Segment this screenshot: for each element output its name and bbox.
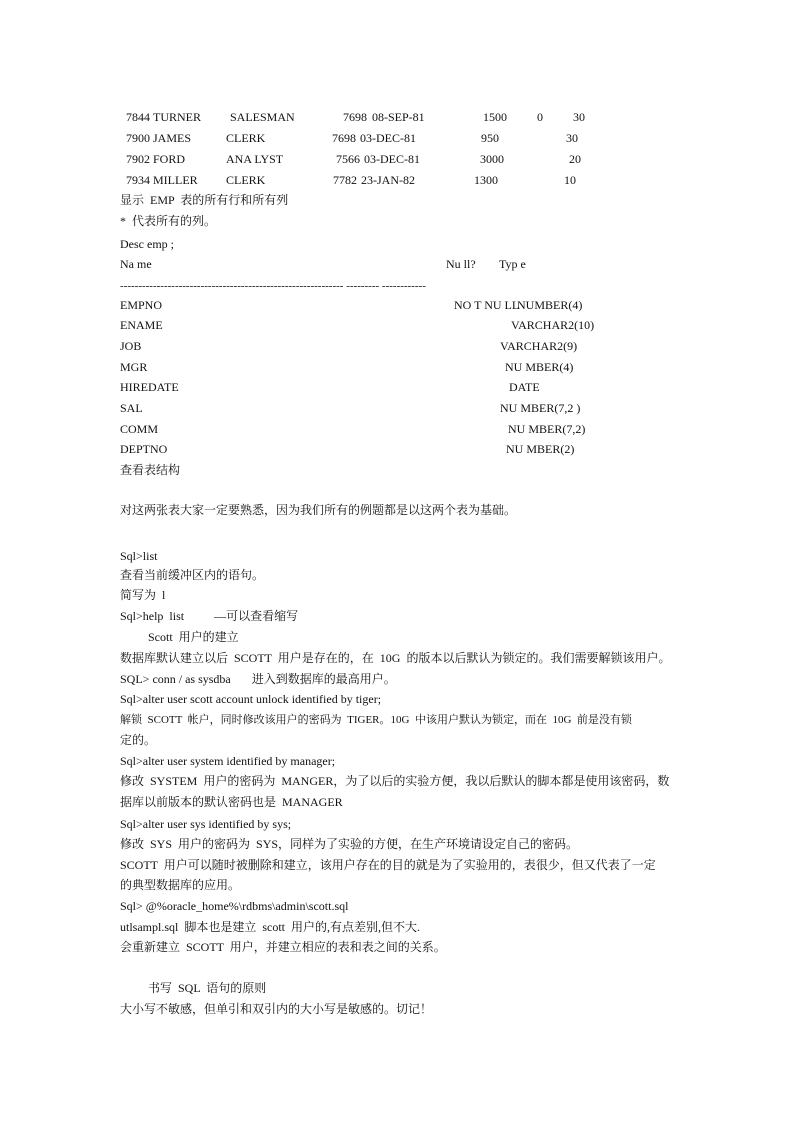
column-type: NU MBER(7,2 ) bbox=[500, 401, 581, 415]
cell-hiredate: 23-JAN-82 bbox=[361, 173, 415, 187]
cell-hiredate: 08-SEP-81 bbox=[372, 110, 425, 124]
cell-ename: FORD bbox=[153, 152, 186, 166]
cell-deptno: 10 bbox=[564, 173, 576, 187]
command-line: Sql>alter user system identified by manager; bbox=[120, 754, 336, 768]
paragraph: 查看表结构 bbox=[120, 463, 181, 477]
command-line: Sql>list bbox=[120, 549, 158, 563]
cell-job: CLERK bbox=[226, 131, 266, 145]
divider: ------------------------------------------------------------- --------- ------------ bbox=[120, 280, 426, 292]
command-line: Desc emp ; bbox=[120, 237, 174, 251]
cell-ename: MILLER bbox=[153, 173, 198, 187]
column-type: NUMBER(4) bbox=[517, 298, 583, 312]
cell-mgr: 7566 bbox=[336, 152, 360, 166]
header-type: Typ e bbox=[499, 257, 526, 271]
command-line: SQL> conn / as sysdba 进入到数据库的最高用户。 bbox=[120, 672, 396, 686]
column-name: JOB bbox=[120, 339, 142, 353]
column-name: HIREDATE bbox=[120, 380, 179, 394]
paragraph: 数据库默认建立以后 SCOTT 用户是存在的，在 10G 的版本以后默认为锁定的。我们需要解锁该用户。 bbox=[120, 651, 671, 665]
cell-ename: TURNER bbox=[153, 110, 201, 124]
paragraph: utlsampl.sql 脚本也是建立 scott 用户的,有点差别,但不大. bbox=[120, 920, 421, 934]
column-name: DEPTNO bbox=[120, 442, 168, 456]
cell-deptno: 30 bbox=[573, 110, 585, 124]
cell-comm: 0 bbox=[537, 110, 543, 124]
paragraph: 查看当前缓冲区内的语句。 bbox=[120, 568, 265, 582]
section-heading: Scott 用户的建立 bbox=[148, 630, 239, 644]
column-type: VARCHAR2(10) bbox=[511, 318, 595, 332]
paragraph: 的典型数据库的应用。 bbox=[120, 878, 241, 892]
cell-mgr: 7782 bbox=[333, 173, 357, 187]
paragraph: 修改 SYSTEM 用户的密码为 MANGER，为了以后的实验方便，我以后默认的脚本都是使用该密码，数 bbox=[120, 774, 670, 788]
cell-deptno: 20 bbox=[569, 152, 581, 166]
column-name: MGR bbox=[120, 360, 148, 374]
paragraph: 显示 EMP 表的所有行和所有列 bbox=[120, 193, 289, 207]
cell-sal: 1300 bbox=[474, 173, 498, 187]
paragraph: SCOTT 用户可以随时被删除和建立，该用户存在的目的就是为了实验用的，表很少，但又代表了一定 bbox=[120, 858, 656, 872]
cell-empno: 7900 bbox=[126, 131, 150, 145]
cell-hiredate: 03-DEC-81 bbox=[360, 131, 416, 145]
paragraph: 会重新建立 SCOTT 用户，并建立相应的表和表之间的关系。 bbox=[120, 940, 446, 954]
paragraph: 大小写不敏感，但单引和双引内的大小写是敏感的。切记！ bbox=[120, 1002, 433, 1016]
column-type: NU MBER(4) bbox=[505, 360, 574, 374]
paragraph: 据库以前版本的默认密码也是 MANAGER bbox=[120, 795, 343, 809]
cell-job: CLERK bbox=[226, 173, 266, 187]
paragraph: 简写为 l bbox=[120, 588, 166, 602]
cell-empno: 7902 bbox=[126, 152, 150, 166]
cell-empno: 7844 bbox=[126, 110, 150, 124]
section-heading: 书写 SQL 语句的原则 bbox=[148, 981, 267, 995]
paragraph: 定的。 bbox=[120, 733, 157, 747]
cell-ename: JAMES bbox=[153, 131, 192, 145]
cell-empno: 7934 bbox=[126, 173, 150, 187]
column-type: DATE bbox=[509, 380, 540, 394]
column-name: EMPNO bbox=[120, 298, 163, 312]
cell-sal: 3000 bbox=[480, 152, 504, 166]
column-name: ENAME bbox=[120, 318, 163, 332]
column-name: SAL bbox=[120, 401, 143, 415]
cell-mgr: 7698 bbox=[332, 131, 356, 145]
cell-job: SALESMAN bbox=[230, 110, 295, 124]
header-null: Nu ll? bbox=[446, 257, 476, 271]
paragraph: 修改 SYS 用户的密码为 SYS，同样为了实验的方便，在生产环境请设定自己的密码。 bbox=[120, 837, 579, 851]
cell-deptno: 30 bbox=[566, 131, 578, 145]
paragraph: 解锁 SCOTT 帐户，同时修改该用户的密码为 TIGER。10G 中该用户默认为锁定，而在 10G 前是没有锁 bbox=[120, 714, 632, 726]
column-name: COMM bbox=[120, 422, 159, 436]
cell-sal: 1500 bbox=[483, 110, 507, 124]
column-type: VARCHAR2(9) bbox=[500, 339, 578, 353]
command-line: Sql>alter user scott account unlock identified by tiger; bbox=[120, 692, 382, 706]
command-line: Sql> @%oracle_home%\rdbms\admin\scott.sql bbox=[120, 899, 349, 913]
cell-hiredate: 03-DEC-81 bbox=[364, 152, 420, 166]
command-line: Sql>help list —可以查看缩写 bbox=[120, 609, 299, 623]
header-name: Na me bbox=[120, 257, 152, 271]
paragraph: * 代表所有的列。 bbox=[120, 214, 217, 228]
column-type: NU MBER(2) bbox=[506, 442, 575, 456]
cell-sal: 950 bbox=[481, 131, 499, 145]
column-null: NO T NU LL bbox=[454, 298, 520, 312]
cell-job: ANA LYST bbox=[226, 152, 284, 166]
cell-mgr: 7698 bbox=[343, 110, 367, 124]
paragraph: 对这两张表大家一定要熟悉，因为我们所有的例题都是以这两个表为基础。 bbox=[120, 503, 517, 517]
column-type: NU MBER(7,2) bbox=[508, 422, 586, 436]
command-line: Sql>alter user sys identified by sys; bbox=[120, 817, 292, 831]
